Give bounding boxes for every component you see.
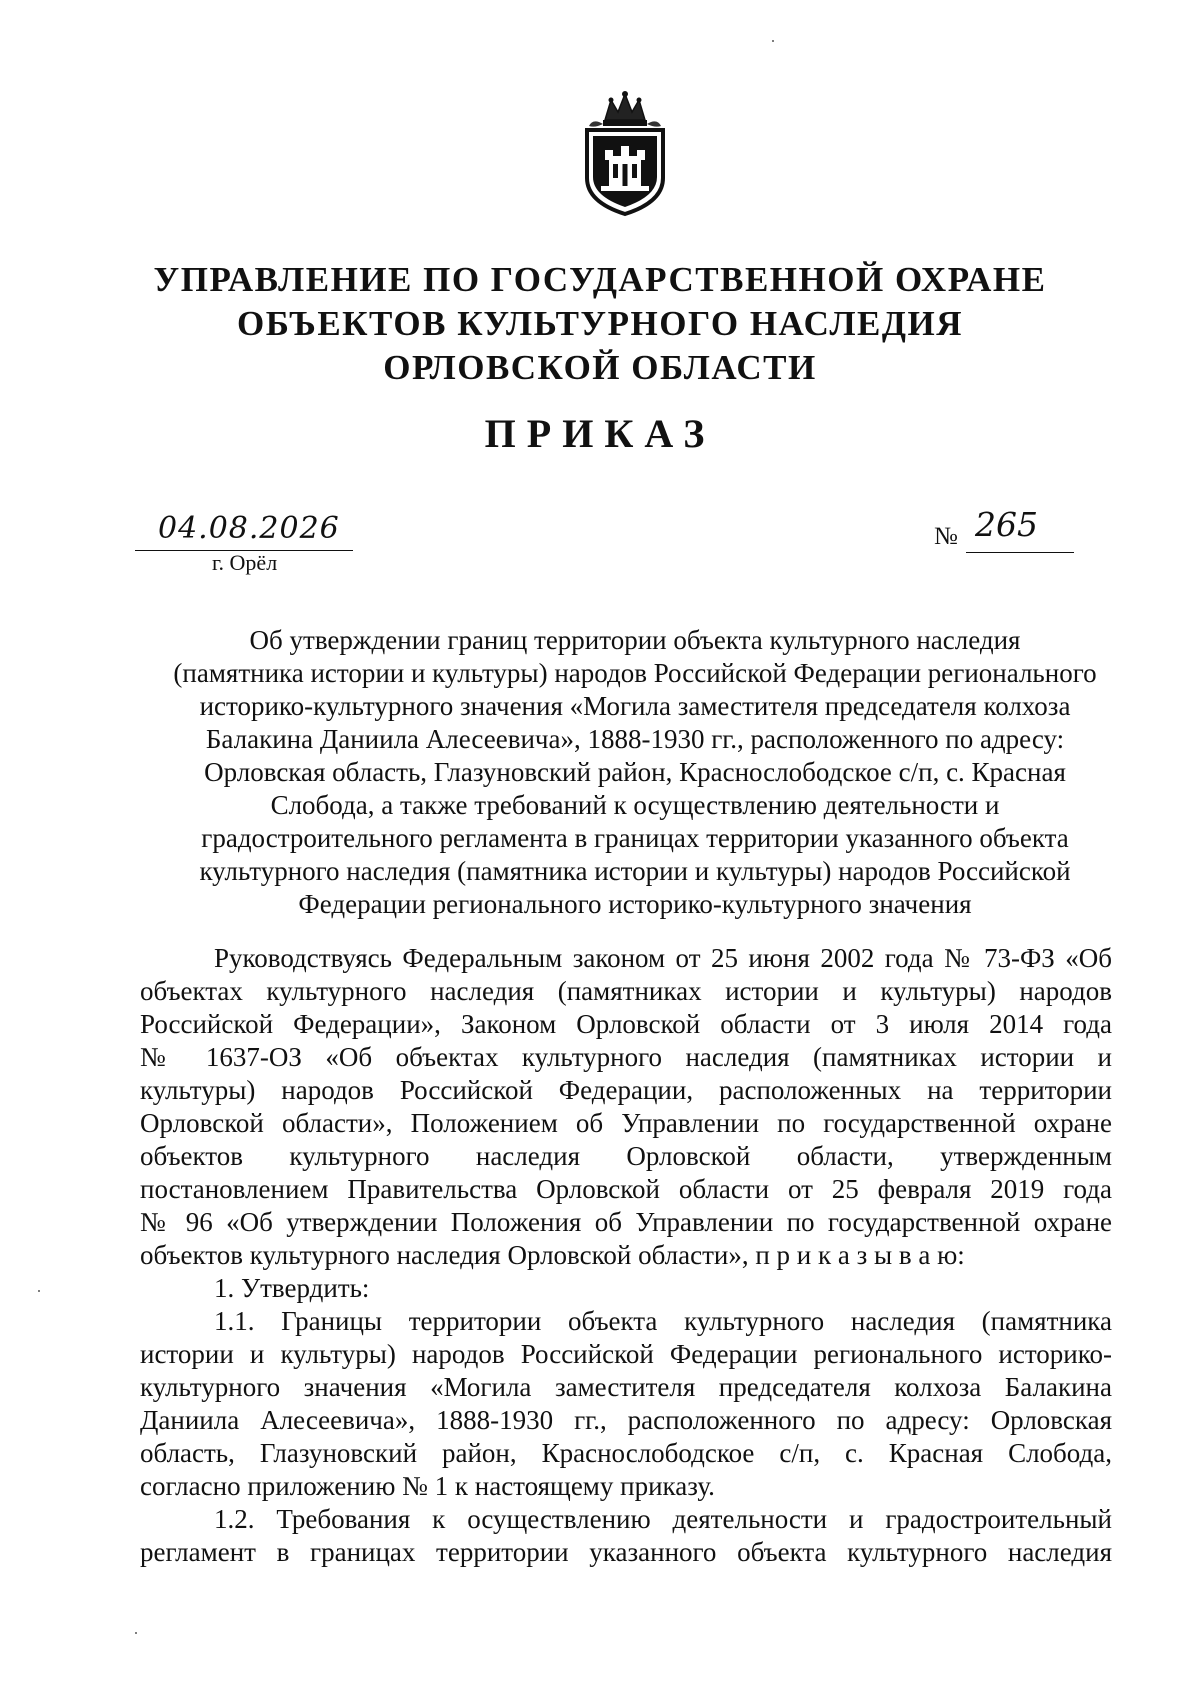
- body-line: согласно приложению № 1 к настоящему приказу.: [140, 1471, 715, 1501]
- subject-line: культурного наследия (памятника истории и культуры) народов Российской: [199, 856, 1071, 886]
- body-line: объектов культурного наследия Орловской области, утвержденным: [140, 1141, 1112, 1171]
- organization-name-line-3: ОРЛОВСКОЙ ОБЛАСТИ: [383, 348, 817, 387]
- body-line: № 1637-ОЗ «Об объектах культурного наследия (памятниках истории и: [140, 1042, 1112, 1072]
- organization-name-line-1: УПРАВЛЕНИЕ ПО ГОСУДАРСТВЕННОЙ ОХРАНЕ: [153, 260, 1047, 299]
- subject-line: Об утверждении границ территории объекта культурного наследия: [249, 625, 1021, 655]
- body-line: Российской Федерации», Законом Орловской области от 3 июля 2014 года: [140, 1009, 1112, 1039]
- clause-heading: 1. Утвердить:: [214, 1273, 370, 1303]
- body-line: № 96 «Об утверждении Положения об Управлении по государственной охране: [140, 1207, 1112, 1237]
- number-sign: №: [934, 523, 958, 550]
- city-label: г. Орёл: [212, 550, 278, 575]
- body-line: Орловской области», Положением об Управлении по государственной охране: [140, 1108, 1112, 1138]
- body-line: 1.2. Требования к осуществлению деятельности и градостроительный: [214, 1504, 1112, 1534]
- body-line: объектах культурного наследия (памятниках истории и культуры) народов: [140, 976, 1112, 1006]
- body-line: постановлением Правительства Орловской области от 25 февраля 2019 года: [140, 1174, 1112, 1204]
- scan-speck: [38, 1290, 40, 1292]
- subject-line: Балакина Даниила Алесеевича», 1888-1930 гг., расположенного по адресу:: [205, 724, 1065, 754]
- scan-speck: [772, 40, 774, 42]
- body-line: истории и культуры) народов Российской Федерации регионального историко-: [140, 1339, 1112, 1369]
- body-line: Даниила Алесеевича», 1888-1930 гг., расположенного по адресу: Орловская: [140, 1405, 1112, 1435]
- subject-line: историко-культурного значения «Могила заместителя председателя колхоза: [199, 691, 1071, 721]
- subject-line: (памятника истории и культуры) народов Российской Федерации регионального: [173, 658, 1097, 688]
- organization-name-line-2: ОБЪЕКТОВ КУЛЬТУРНОГО НАСЛЕДИЯ: [237, 304, 963, 343]
- subject-line: Слобода, а также требований к осуществлению деятельности и: [270, 790, 1000, 820]
- body-line: культуры) народов Российской Федерации, расположенных на территории: [140, 1075, 1112, 1105]
- handwritten-date: 04.08.2026: [158, 511, 340, 546]
- subject-line: градостроительного регламента в границах территории указанного объекта: [201, 823, 1069, 853]
- number-underline: [966, 552, 1074, 553]
- body-line: Руководствуясь Федеральным законом от 25 июня 2002 года № 73-ФЗ «Об: [214, 943, 1112, 973]
- subject-line: Орловская область, Глазуновский район, Краснослободское с/п, с. Красная: [204, 757, 1066, 787]
- body-line: 1.1. Границы территории объекта культурного наследия (памятника: [214, 1306, 1112, 1336]
- orel-oblast-coat-of-arms-icon: [575, 90, 675, 218]
- handwritten-order-number: 265: [975, 505, 1038, 544]
- body-line: область, Глазуновский район, Краснослободское с/п, с. Красная Слобода,: [140, 1438, 1112, 1468]
- body-line: культурного значения «Могила заместителя председателя колхоза Балакина: [140, 1372, 1112, 1402]
- document-type-title: ПРИКАЗ: [484, 411, 716, 456]
- body-line: объектов культурного наследия Орловской области», п р и к а з ы в а ю:: [140, 1240, 965, 1270]
- subject-line: Федерации регионального историко-культурного значения: [298, 889, 972, 919]
- body-line: регламент в границах территории указанного объекта культурного наследия: [140, 1537, 1112, 1567]
- scan-speck: [135, 1632, 137, 1634]
